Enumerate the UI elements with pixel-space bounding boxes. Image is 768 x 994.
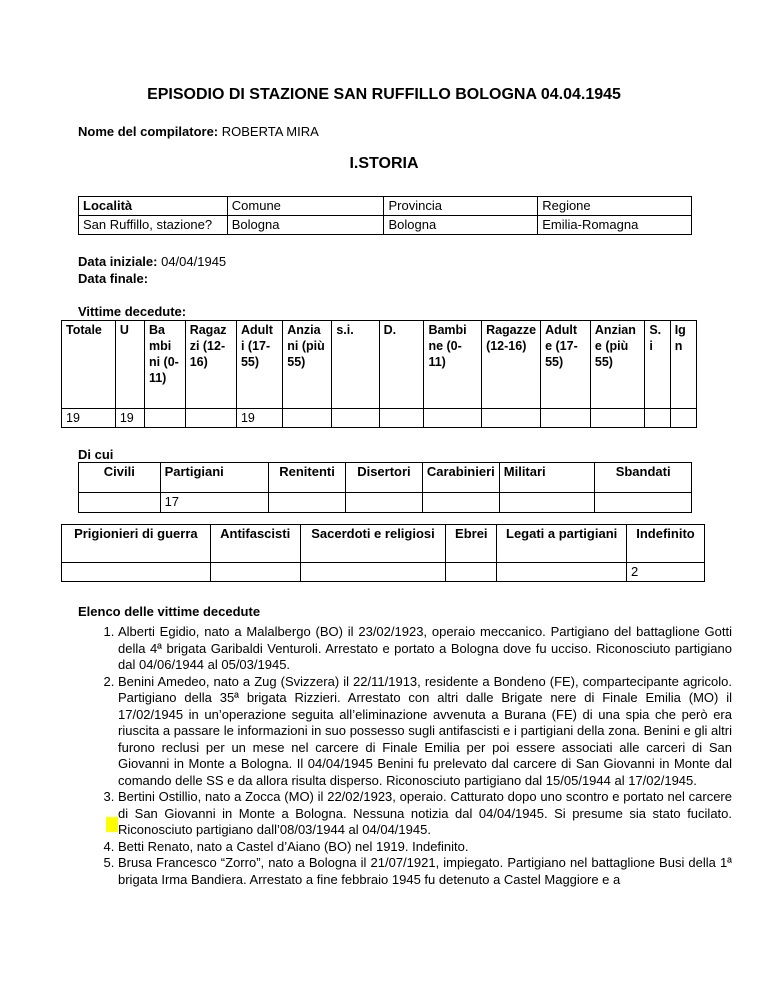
victims-value-ragazzi [185, 409, 236, 428]
di-cui-value-prigionieri [62, 563, 211, 582]
victims-header-u: U [115, 321, 144, 409]
di-cui-header-legati: Legati a partigiani [497, 525, 627, 563]
di-cui-header-prigionieri: Prigionieri di guerra [62, 525, 211, 563]
end-date-label: Data finale: [78, 271, 149, 286]
location-value-comune: Bologna [227, 216, 384, 235]
di-cui-value-indefinito: 2 [627, 563, 705, 582]
victims-header-anziane: Anzian e (più 55) [590, 321, 644, 409]
di-cui-header-indefinito: Indefinito [627, 525, 705, 563]
di-cui-table-1 [78, 462, 692, 513]
di-cui-header-carabinieri: Carabinieri [422, 463, 499, 493]
victims-header-ragazzi: Ragaz zi (12- 16) [185, 321, 236, 409]
victims-value-adulti: 19 [236, 409, 282, 428]
victims-value-adulte [541, 409, 591, 428]
di-cui-value-partigiani: 17 [160, 493, 269, 513]
di-cui-table-2 [61, 524, 705, 582]
start-date-label: Data iniziale: [78, 254, 158, 269]
victims-header-d: D. [379, 321, 424, 409]
location-value-localita: San Ruffillo, stazione? [79, 216, 228, 235]
di-cui-value-legati [497, 563, 627, 582]
victims-value-ragazze [482, 409, 541, 428]
victims-header-bambine: Bambi ne (0- 11) [424, 321, 482, 409]
victims-header-si: s.i. [332, 321, 379, 409]
victims-value-totale: 19 [62, 409, 116, 428]
di-cui-header-partigiani: Partigiani [160, 463, 269, 493]
di-cui-value-sbandati [595, 493, 692, 513]
dates-block [78, 253, 226, 287]
di-cui-header-civili: Civili [79, 463, 161, 493]
victims-header-adulti: Adult i (17- 55) [236, 321, 282, 409]
compiler-label: Nome del compilatore: [78, 124, 219, 139]
victims-value-anziane [590, 409, 644, 428]
victims-header-s-i: S. i [645, 321, 670, 409]
victims-value-si [332, 409, 379, 428]
victims-value-anziani [283, 409, 332, 428]
victims-header-adulte: Adult e (17- 55) [541, 321, 591, 409]
start-date-line [78, 253, 226, 270]
compiler-line [78, 124, 319, 139]
location-header-comune: Comune [227, 197, 384, 216]
di-cui-value-civili [79, 493, 161, 513]
victims-header-bambini: Ba mbi ni (0- 11) [144, 321, 185, 409]
di-cui-header-sacerdoti: Sacerdoti e religiosi [300, 525, 446, 563]
location-header-regione: Regione [538, 197, 692, 216]
di-cui-value-ebrei [446, 563, 497, 582]
di-cui-header-renitenti: Renitenti [269, 463, 346, 493]
di-cui-header-ebrei: Ebrei [446, 525, 497, 563]
victims-value-s-i [645, 409, 670, 428]
victims-label: Vittime decedute: [78, 304, 187, 319]
victims-header-totale: Totale [62, 321, 116, 409]
document-title: EPISODIO DI STAZIONE SAN RUFFILLO BOLOGNA 04.04.1945 [147, 86, 621, 103]
di-cui-value-carabinieri [422, 493, 499, 513]
di-cui-label: Di cui [78, 447, 114, 462]
list-item: 2. Benini Amedeo, nato a Zug (Svizzera) il 22/11/1913, residente a Bondeno (FE), compartecipante agricolo. Partigiano della 35ª brigata Rizzieri. Arrestato con altri dalle Brigate nere di Finale Emilia (MO) il 17/02/1945 in un’operazione seguita all’eliminazione avvenuta a Burana (FE) di una spia che però era riuscita a passare le informazioni in suo possesso sugli antifascisti e i partigiani della zona. Benini e gli altri furono reclusi per un mese nel carcere di Finale Emilia per poi essere associati alle carceri di San Giovanni in Monte a Bologna. Il 04/04/1945 Benini fu prelevato dal carcere di San Giovanni in Monte dal comando delle SS e da allora risulta disperso. Riconosciuto partigiano dal 15/05/1944 al 17/02/1945. [118, 674, 732, 790]
di-cui-value-antifascisti [210, 563, 300, 582]
victims-header-ign: Ig n [670, 321, 696, 409]
di-cui-value-renitenti [269, 493, 346, 513]
list-item: 5. Brusa Francesco “Zorro”, nato a Bologna il 21/07/1921, impiegato. Partigiano nel battaglione Busi della 1ª brigata Irma Bandiera. Arrestato a fine febbraio 1945 fu detenuto a Castel Maggiore e a [118, 855, 732, 888]
victims-value-bambini [144, 409, 185, 428]
end-date-line [78, 270, 226, 287]
list-item: 1. Alberti Egidio, nato a Malalbergo (BO) il 23/02/1923, operaio meccanico. Partigiano del battaglione Gotti della 4ª brigata Garibaldi Venturoli. Arrestato e portato a Bologna dove fu ucciso. Riconosciuto partigiano dal 04/06/1944 al 05/03/1945. [118, 624, 732, 674]
di-cui-header-sbandati: Sbandati [595, 463, 692, 493]
di-cui-value-militari [499, 493, 595, 513]
list-item: 4. Betti Renato, nato a Castel d’Aiano (BO) nel 1919. Indefinito. [118, 839, 732, 856]
di-cui-header-militari: Militari [499, 463, 595, 493]
victims-value-u: 19 [115, 409, 144, 428]
start-date-value: 04/04/1945 [161, 254, 227, 269]
location-value-provincia: Bologna [384, 216, 538, 235]
victims-value-d [379, 409, 424, 428]
victims-list-heading: Elenco delle vittime decedute [78, 604, 261, 619]
di-cui-header-disertori: Disertori [346, 463, 423, 493]
victims-header-anziani: Anzia ni (più 55) [283, 321, 332, 409]
di-cui-value-sacerdoti [300, 563, 446, 582]
section-heading: I.STORIA [349, 155, 419, 172]
victims-table [61, 320, 697, 428]
location-header-provincia: Provincia [384, 197, 538, 216]
di-cui-header-antifascisti: Antifascisti [210, 525, 300, 563]
di-cui-value-disertori [346, 493, 423, 513]
location-value-regione: Emilia-Romagna [538, 216, 692, 235]
list-item: 3. Bertini Ostillio, nato a Zocca (MO) il 22/02/1923, operaio. Catturato dopo uno scontro e portato nel carcere di San Giovanni in Monte a Bologna. Nessuna notizia dal 04/04/1945. Si presume sia stato fucilato. Riconosciuto partigiano dall’08/03/1944 al 04/04/1945. [118, 789, 732, 839]
location-table [78, 196, 692, 235]
victims-list [78, 624, 732, 888]
victims-value-bambine [424, 409, 482, 428]
highlight-mark [106, 817, 118, 832]
location-header-localita: Località [79, 197, 228, 216]
victims-header-ragazze: Ragazze (12-16) [482, 321, 541, 409]
compiler-value: ROBERTA MIRA [221, 124, 319, 139]
victims-value-ign [670, 409, 696, 428]
